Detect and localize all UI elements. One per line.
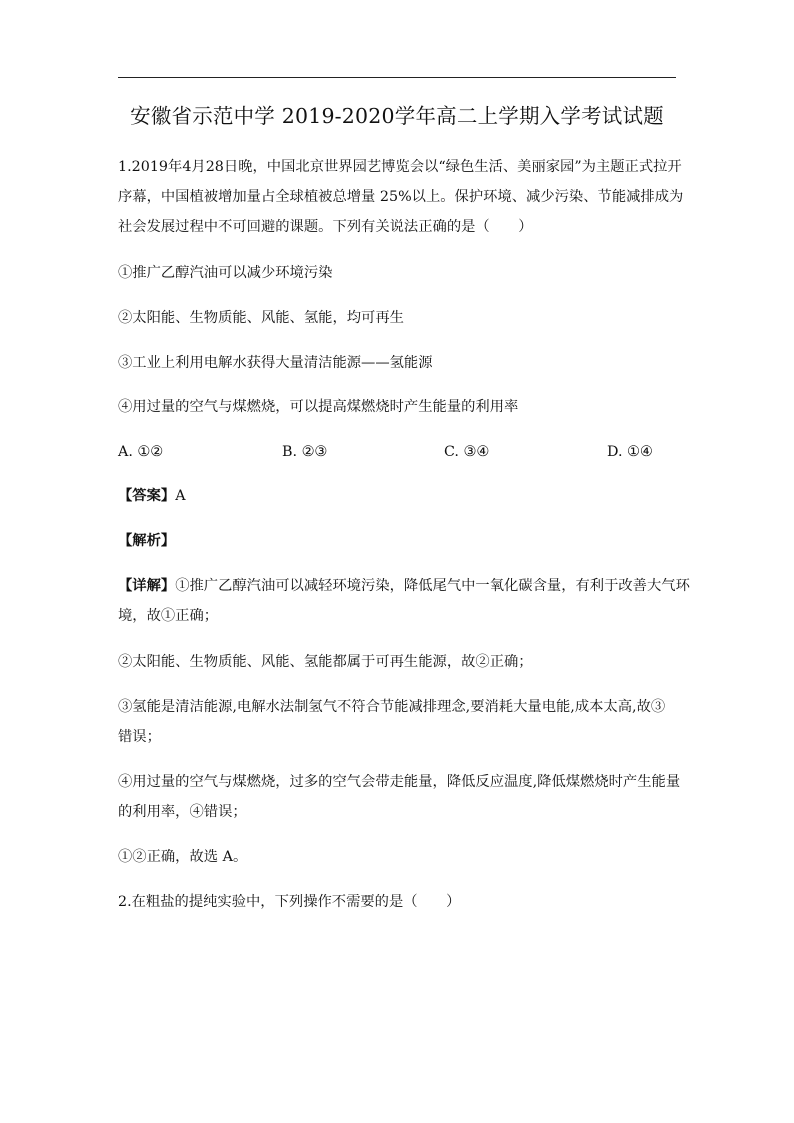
analysis-label: 【解析】 — [118, 533, 176, 549]
question1-option-d: D. ①④ — [607, 444, 653, 460]
question1-detail-line-1 — [118, 575, 690, 597]
header-rule — [118, 77, 676, 78]
question1-analysis-label — [118, 530, 175, 552]
question1-detail-line-7: 的利用率，④错误； — [118, 804, 247, 820]
question1-detail-line-6: ④用过量的空气与煤燃烧，过多的空气会带走能量，降低反应温度,降低煤燃烧时产生能量 — [118, 774, 681, 790]
question1-statement-3: ③工业上利用电解水获得大量清洁能源——氢能源 — [118, 355, 433, 371]
question1-statement-4: ④用过量的空气与煤燃烧，可以提高煤燃烧时产生能量的利用率 — [118, 399, 519, 415]
question1-stem-line-1: 1.2019年4月28日晚，中国北京世界园艺博览会以“绿色生活、美丽家园”为主题正式拉开 — [118, 159, 682, 175]
detail-label: 【详解】 — [118, 578, 176, 594]
question1-detail-line-8: ①②正确，故选 A。 — [118, 849, 248, 865]
question1-statement-2: ②太阳能、生物质能、风能、氢能，均可再生 — [118, 310, 404, 326]
question1-answer — [118, 485, 186, 507]
detail-text-1: ①推广乙醇汽油可以减轻环境污染，降低尾气中一氧化碳含量，有利于改善大气环 — [175, 578, 690, 594]
question1-detail-line-4: ③氢能是清洁能源,电解水法制氢气不符合节能减排理念,要消耗大量电能,成本太高,故③ — [118, 699, 666, 715]
answer-value: A — [175, 488, 186, 504]
question1-option-a: A. ①② — [118, 444, 164, 460]
question1-detail-line-2: 境，故①正确； — [118, 608, 219, 624]
question2-stem: 2.在粗盐的提纯实验中，下列操作不需要的是（ ） — [118, 894, 461, 910]
question1-detail-line-3: ②太阳能、生物质能、风能、氢能都属于可再生能源，故②正确； — [118, 654, 533, 670]
document-title: 安徽省示范中学 2019-2020学年高二上学期入学考试试题 — [130, 104, 664, 128]
question1-detail-line-5: 错误； — [118, 729, 161, 745]
question1-option-b: B. ②③ — [282, 444, 328, 460]
answer-label: 【答案】 — [118, 488, 176, 504]
question1-stem-line-2: 序幕，中国植被增加量占全球植被总增量 25%以上。保护环境、减少污染、节能减排成为 — [118, 189, 684, 205]
question1-option-c: C. ③④ — [444, 444, 490, 460]
question1-stem-line-3: 社会发展过程中不可回避的课题。下列有关说法正确的是（ ） — [118, 219, 533, 235]
question1-statement-1: ①推广乙醇汽油可以减少环境污染 — [118, 265, 333, 281]
